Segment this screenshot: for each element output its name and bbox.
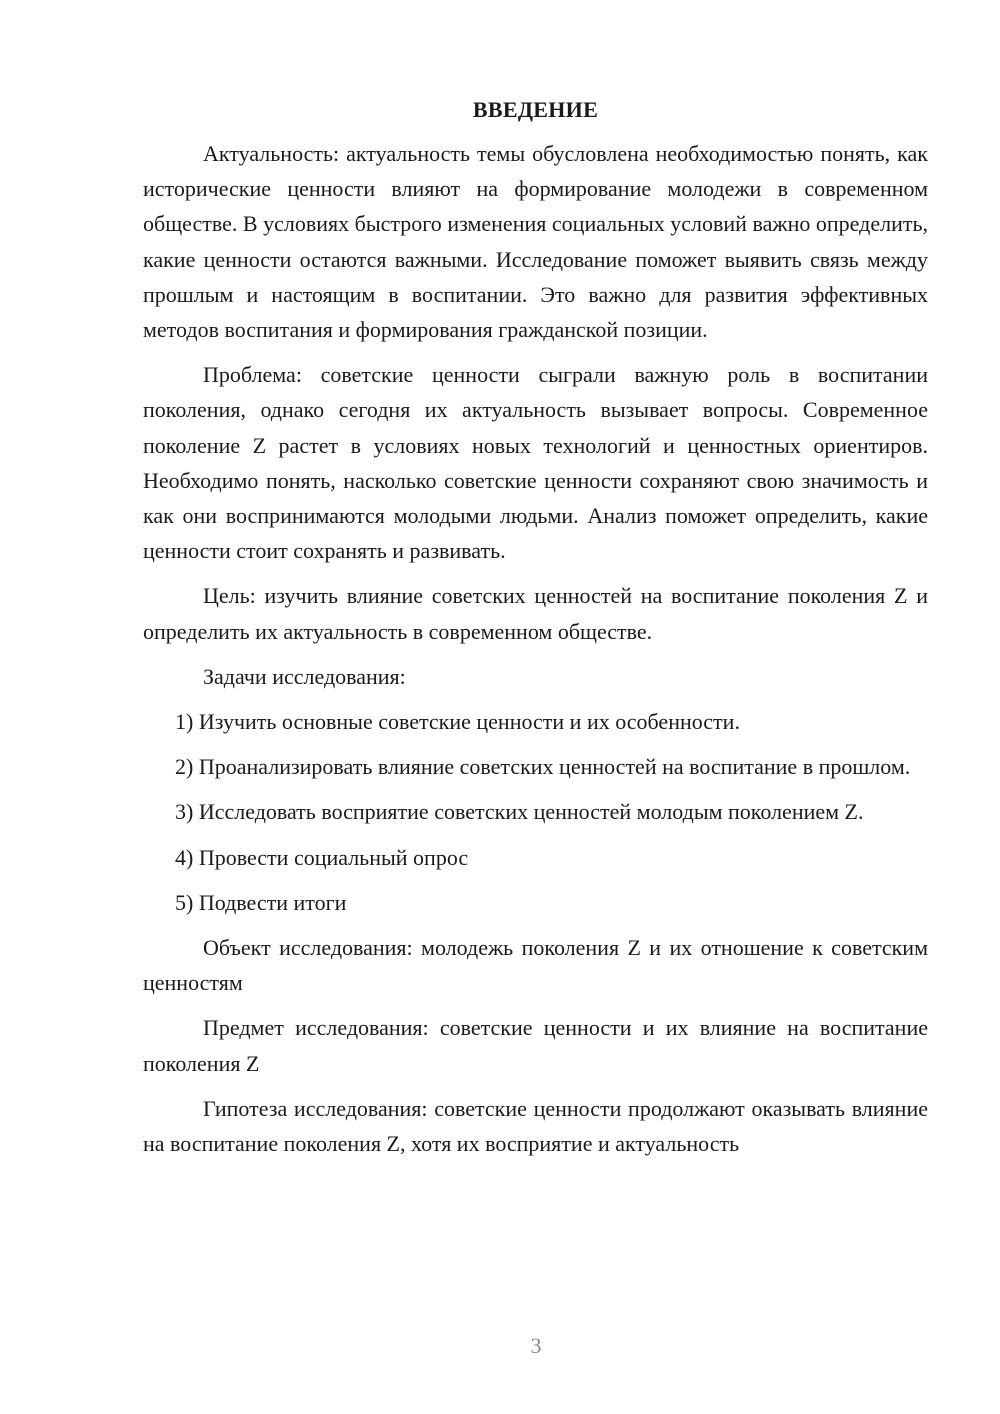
task-item-4: 4) Провести социальный опрос: [175, 844, 469, 870]
page-number: 3: [530, 1333, 542, 1358]
task-item-2: 2) Проанализировать влияние советских ценностей на воспитание в прошлом.: [175, 754, 911, 780]
task-item-3: 3) Исследовать восприятие советских ценностей молодым поколением Z.: [175, 799, 864, 825]
paragraph-goal: Цель: изучить влияние советских ценностей на воспитание поколения Z и определить их актуальность в современном обществе.: [143, 583, 928, 644]
paragraph-object: Объект исследования: молодежь поколения Z и их отношение к советским ценностям: [143, 935, 928, 996]
paragraph-tasks-heading: Задачи исследования:: [203, 663, 406, 689]
task-item-5: 5) Подвести итоги: [175, 889, 347, 915]
paragraph-hypothesis: Гипотеза исследования: советские ценности продолжают оказывать влияние на воспитание поколения Z, хотя их восприятие и актуальность: [143, 1095, 928, 1157]
task-item-1: 1) Изучить основные советские ценности и их особенности.: [175, 709, 740, 735]
document-page: [143, 94, 928, 1171]
page-title: ВВЕДЕНИЕ: [472, 97, 599, 122]
paragraph-problem: Проблема: советские ценности сыграли важную роль в воспитании поколения, однако сегодня их актуальность вызывает вопросы. Современное поколение Z растет в условиях новых технологий и ценностных ориентиров. Необходимо понять, насколько советские ценности сохраняют свою значимость и как они воспринимаются молодыми людьми. Анализ поможет определить, какие ценности стоит сохранять и развивать.: [143, 362, 928, 564]
paragraph-relevance: Актуальность: актуальность темы обусловлена необходимостью понять, как исторические ценности влияют на формирование молодежи в современном обществе. В условиях быстрого изменения социальных условий важно определить, какие ценности остаются важными. Исследование поможет выявить связь между прошлым и настоящим в воспитании. Это важно для развития эффективных методов воспитания и формирования гражданской позиции.: [143, 141, 928, 343]
paragraph-subject: Предмет исследования: советские ценности и их влияние на воспитание поколения Z: [143, 1015, 928, 1076]
